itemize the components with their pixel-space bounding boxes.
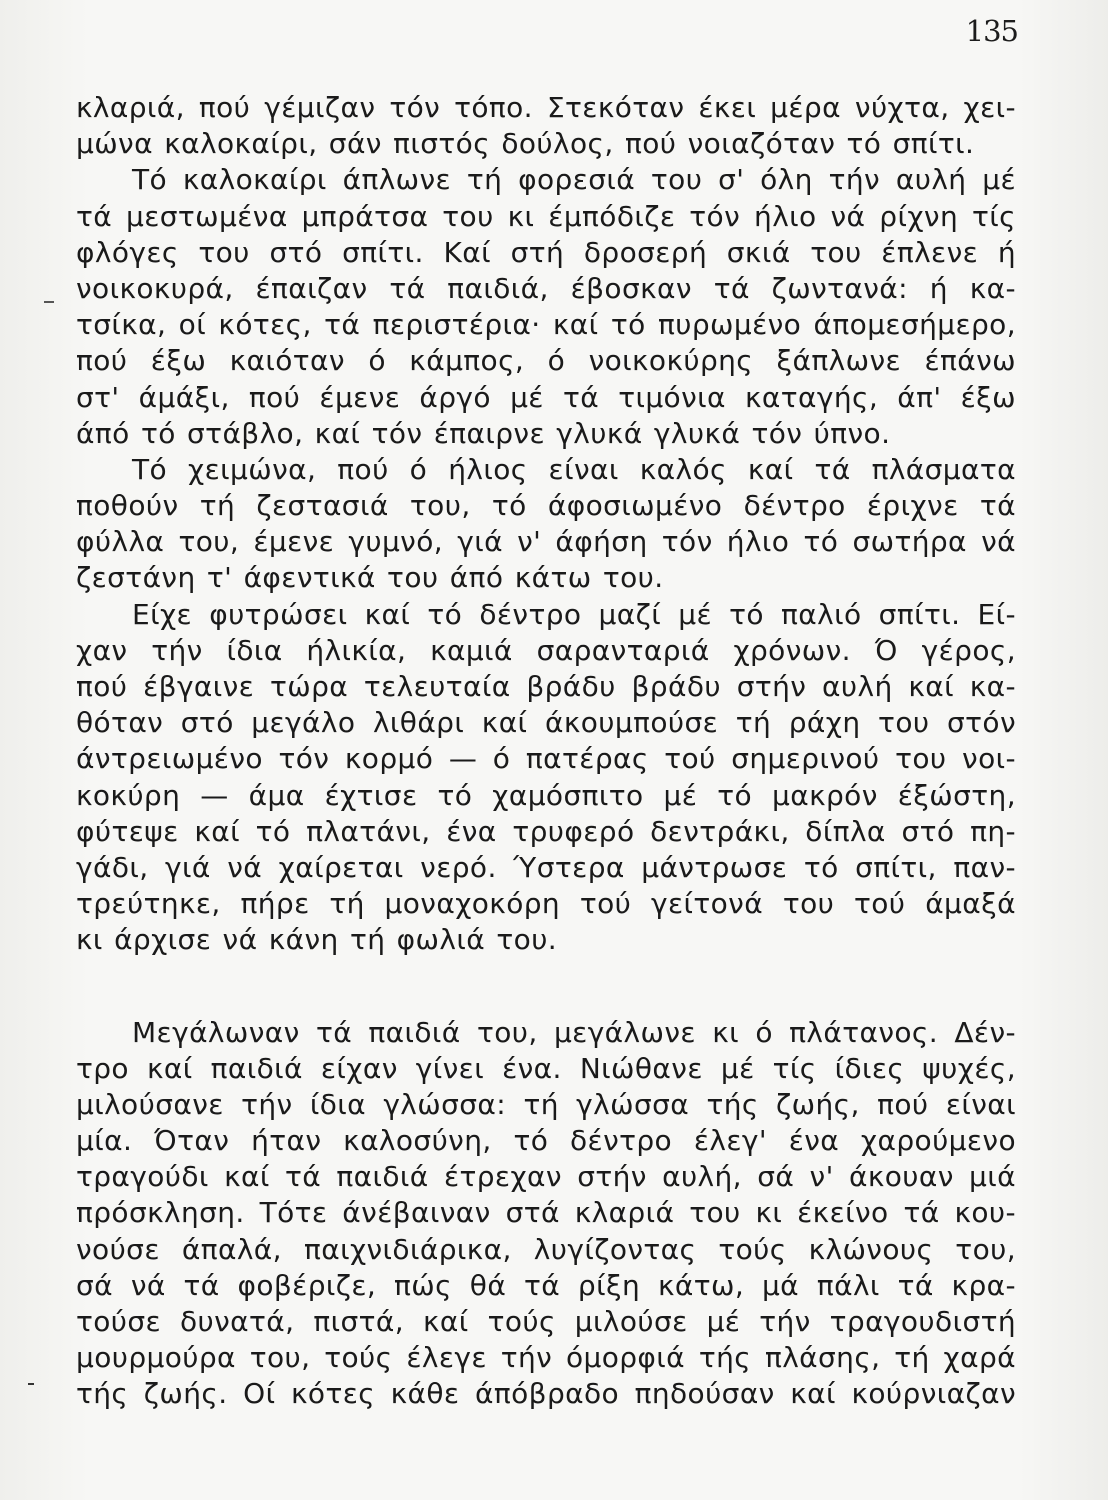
text-line: Τό καλοκαίρι άπλωνε τή φορεσιά του σ' όλη τήν αυλή μέ [132, 163, 1016, 197]
text-line: πού έβγαινε τώρα τελευταία βράδυ βράδυ στήν αυλή καί κα- [76, 670, 1016, 703]
section-gap [76, 959, 1016, 1015]
text-line: φύλλα του, έμενε γυμνό, γιά ν' άφήση τόν ήλιο τό σωτήρα νά [76, 525, 1016, 559]
text-line: τής ζωής. Οί κότες κάθε άπόβραδο πηδούσαν καί κούρνιαζαν [76, 1377, 1016, 1411]
text-line: τσίκα, οί κότες, τά περιστέρια· καί τό πυρωμένο άπομεσήμερο, [76, 308, 1016, 342]
text-line: ποθούν τή ζεστασιά του, τό άφοσιωμένο δέντρο έριχνε τά [76, 489, 1016, 523]
text-line: μώνα καλοκαίρι, σάν πιστός δούλος, πού νοιαζόταν τό σπίτι. [76, 127, 975, 161]
page-number: 135 [965, 14, 1018, 48]
text-line: κοκύρη — άμα έχτισε τό χαμόσπιτο μέ τό μακρόν έξώστη, [76, 778, 1016, 812]
text-line: Μεγάλωναν τά παιδιά του, μεγάλωνε κι ό πλάτανος. Δέν- [132, 1015, 1016, 1049]
text-line: άπό τό στάβλο, καί τόν έπαιρνε γλυκά γλυκά τόν ύπνο. [76, 416, 891, 450]
margin-mark [44, 301, 54, 303]
text-line: κλαριά, πού γέμιζαν τόν τόπο. Στεκόταν έκει μέρα νύχτα, χει- [76, 91, 1016, 124]
text-line: νοικοκυρά, έπαιζαν τά παιδιά, έβοσκαν τά ζωντανά: ή κα- [76, 271, 1016, 305]
text-line: τρο καί παιδιά είχαν γίνει ένα. Νιώθανε μέ τίς ίδιες ψυχές, [76, 1051, 1016, 1085]
text-line: στ' άμάξι, πού έμενε άργό μέ τά τιμόνια καταγής, άπ' έξω [76, 380, 1016, 414]
text-line: σά νά τά φοβέριζε, πώς θά τά ρίξη κάτω, μά πάλι τά κρα- [76, 1268, 1016, 1302]
body-text [76, 90, 1016, 1413]
text-line: τούσε δυνατά, πιστά, καί τούς μιλούσε μέ τήν τραγουδιστή [76, 1305, 1016, 1338]
text-line: άντρειωμένο τόν κορμό — ό πατέρας τού σημερινού του νοι- [76, 742, 1016, 776]
text-line: τραγούδι καί τά παιδιά έτρεχαν στήν αυλή, σά ν' άκουαν μιά [76, 1160, 1016, 1194]
text-line: τρεύτηκε, πήρε τή μοναχοκόρη τού γείτονά του τού άμαξά [76, 887, 1016, 921]
text-line: φύτεψε καί τό πλατάνι, ένα τρυφερό δεντράκι, δίπλα στό πη- [76, 814, 1016, 848]
text-line: πού έξω καιόταν ό κάμπος, ό νοικοκύρης ξάπλωνε έπάνω [76, 344, 1016, 378]
text-line: θόταν στό μεγάλο λιθάρι καί άκουμπούσε τή ράχη του στόν [76, 706, 1016, 740]
text-line: φλόγες του στό σπίτι. Καί στή δροσερή σκιά του έπλενε ή [76, 235, 1016, 269]
text-line: τά μεστωμένα μπράτσα του κι έμπόδιζε τόν ήλιο νά ρίχνη τίς [76, 199, 1016, 233]
text-line: πρόσκληση. Τότε άνέβαιναν στά κλαριά του κι έκείνο τά κου- [76, 1196, 1016, 1230]
text-line: γάδι, γιά νά χαίρεται νερό. Ύστερα μάντρωσε τό σπίτι, παν- [76, 850, 1016, 884]
text-line: νούσε άπαλά, παιχνιδιάρικα, λυγίζοντας τούς κλώνους του, [76, 1232, 1016, 1266]
text-line: χαν τήν ίδια ήλικία, καμιά σαρανταριά χρόνων. Ό γέρος, [76, 633, 1016, 667]
text-line: ζεστάνη τ' άφεντικά του άπό κάτω του. [76, 561, 664, 595]
text-line: Είχε φυτρώσει καί τό δέντρο μαζί μέ τό παλιό σπίτι. Εί- [132, 597, 1016, 631]
text-line: Τό χειμώνα, πού ό ήλιος είναι καλός καί τά πλάσματα [132, 452, 1016, 486]
text-line: μιλούσανε τήν ίδια γλώσσα: τή γλώσσα τής ζωής, πού είναι [76, 1087, 1016, 1121]
text-line: κι άρχισε νά κάνη τή φωλιά του. [76, 923, 558, 957]
text-line: μουρμούρα του, τούς έλεγε τήν όμορφιά τής πλάσης, τή χαρά [76, 1341, 1016, 1375]
margin-mark [28, 1383, 34, 1385]
text-line: μία. Όταν ήταν καλοσύνη, τό δέντρο έλεγ' ένα χαρούμενο [76, 1124, 1016, 1158]
